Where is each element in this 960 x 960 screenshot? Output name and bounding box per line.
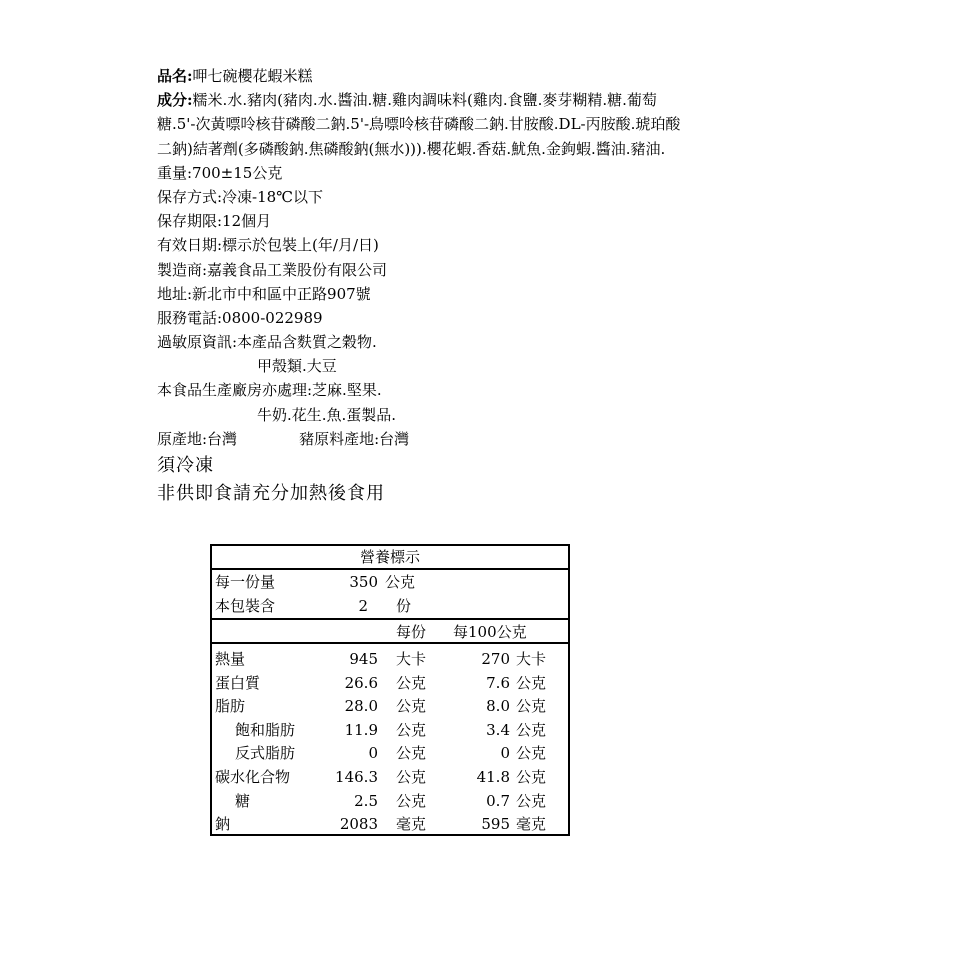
divider <box>212 618 568 620</box>
nutrient-row <box>212 672 568 695</box>
nutrition-title: 營養標示 <box>212 546 568 570</box>
per-serving-unit: 公克 <box>396 720 427 739</box>
per-100g-unit: 毫克 <box>516 815 547 834</box>
facility-allergens-cont: 牛奶.花生.魚.蛋製品. <box>257 405 397 424</box>
pork-origin: 豬原料產地:台灣 <box>299 429 410 448</box>
nutrient-row <box>212 648 568 671</box>
nutrition-label <box>210 544 570 836</box>
servings-row <box>212 595 568 618</box>
storage-method: 保存方式:冷凍-18℃以下 <box>157 187 323 206</box>
serving-size-unit: 公克 <box>385 573 416 591</box>
per-100g-value: 270 <box>481 650 510 668</box>
serving-size-label: 每一份量 <box>215 573 276 591</box>
ingredients-line-3: 二鈉)結著劑(多磷酸鈉.焦磷酸鈉(無水))).櫻花蝦.香菇.魷魚.金鉤蝦.醬油.豬油. <box>157 139 666 158</box>
col-per-serving: 每份 <box>396 623 427 641</box>
product-name: 呷七碗櫻花蝦米糕 <box>192 67 313 85</box>
per-100g-unit: 公克 <box>516 720 547 739</box>
per-100g-value: 3.4 <box>486 720 510 739</box>
nutrient-row <box>212 719 568 742</box>
per-serving-unit: 公克 <box>396 697 427 716</box>
manufacturer: 製造商:嘉義食品工業股份有限公司 <box>157 260 388 279</box>
per-serving-unit: 公克 <box>396 744 427 763</box>
shelf-life: 保存期限:12個月 <box>157 212 272 231</box>
nutrient-name: 鈉 <box>215 815 231 834</box>
per-serving-unit: 公克 <box>396 791 427 810</box>
allergen-info-cont: 甲殼類.大豆 <box>257 357 337 376</box>
nutrient-name: 反式脂肪 <box>235 744 296 763</box>
per-100g-unit: 公克 <box>516 697 547 716</box>
per-serving-unit: 大卡 <box>396 650 427 668</box>
keep-frozen: 須冷凍 <box>157 455 214 476</box>
per-serving-value: 2083 <box>339 815 378 834</box>
servings-unit: 份 <box>396 597 412 615</box>
nutrient-row <box>212 813 568 836</box>
per-serving-value: 2.5 <box>354 791 378 810</box>
ingredients-label: 成分: <box>157 91 193 110</box>
nutrient-name: 飽和脂肪 <box>235 720 296 739</box>
per-serving-value: 146.3 <box>335 768 378 786</box>
per-serving-unit: 公克 <box>396 673 427 692</box>
nutrient-name: 糖 <box>235 791 251 810</box>
address: 地址:新北市中和區中正路907號 <box>157 284 371 303</box>
per-serving-value: 11.9 <box>344 720 378 739</box>
servings-label: 本包裝含 <box>215 597 276 615</box>
per-serving-unit: 毫克 <box>396 815 427 834</box>
product-name-label: 品名: <box>157 67 193 85</box>
per-100g-value: 7.6 <box>486 673 510 692</box>
nutrient-row <box>212 766 568 789</box>
per-serving-value: 0 <box>368 744 378 763</box>
serving-size-row <box>212 571 568 594</box>
servings-value: 2 <box>358 597 368 615</box>
ingredients-line-1 <box>157 88 817 112</box>
nutrient-name: 碳水化合物 <box>215 768 291 786</box>
ingredients-text-1: 糯米.水.豬肉(豬肉.水.醬油.糖.雞肉調味料(雞肉.食鹽.麥芽糊精.糖.葡萄 <box>192 91 657 110</box>
per-100g-unit: 公克 <box>516 744 547 763</box>
per-100g-unit: 公克 <box>516 673 547 692</box>
per-100g-value: 595 <box>481 815 510 834</box>
allergen-info: 過敏原資訊:本產品含麩質之穀物. <box>157 333 377 352</box>
product-info <box>157 64 817 507</box>
expiry-date: 有效日期:標示於包裝上(年/月/日) <box>157 236 379 255</box>
per-100g-value: 8.0 <box>486 697 510 716</box>
ingredients-line-2: 糖.5'-次黃嘌呤核苷磷酸二鈉.5'-鳥嘌呤核苷磷酸二鈉.甘胺酸.DL-丙胺酸.琥珀酸 <box>157 115 681 134</box>
divider <box>212 642 568 644</box>
per-100g-value: 41.8 <box>476 768 510 786</box>
per-100g-value: 0 <box>500 744 510 763</box>
origin-line <box>157 427 817 451</box>
nutrient-name: 蛋白質 <box>215 673 261 692</box>
column-header-row <box>212 621 568 644</box>
col-per-100g: 每100公克 <box>453 623 527 641</box>
nutrient-row <box>212 695 568 718</box>
serving-size-value: 350 <box>349 573 378 591</box>
nutrient-name: 脂肪 <box>215 697 246 716</box>
weight: 重量:700±15公克 <box>157 163 283 182</box>
per-serving-value: 28.0 <box>344 697 378 716</box>
per-100g-unit: 大卡 <box>516 650 547 668</box>
per-serving-unit: 公克 <box>396 768 427 786</box>
facility-allergens: 本食品生產廠房亦處理:芝麻.堅果. <box>157 381 382 400</box>
nutrient-name: 熱量 <box>215 650 246 668</box>
per-100g-unit: 公克 <box>516 768 547 786</box>
nutrient-row <box>212 742 568 765</box>
per-100g-unit: 公克 <box>516 791 547 810</box>
product-name-line <box>157 64 817 88</box>
per-100g-value: 0.7 <box>486 791 510 810</box>
nutrient-row <box>212 790 568 813</box>
per-serving-value: 26.6 <box>344 673 378 692</box>
country-of-origin: 原產地:台灣 <box>157 429 238 448</box>
per-serving-value: 945 <box>349 650 378 668</box>
service-phone: 服務電話:0800-022989 <box>157 308 323 327</box>
heating-instruction: 非供即食請充分加熱後食用 <box>157 483 385 504</box>
